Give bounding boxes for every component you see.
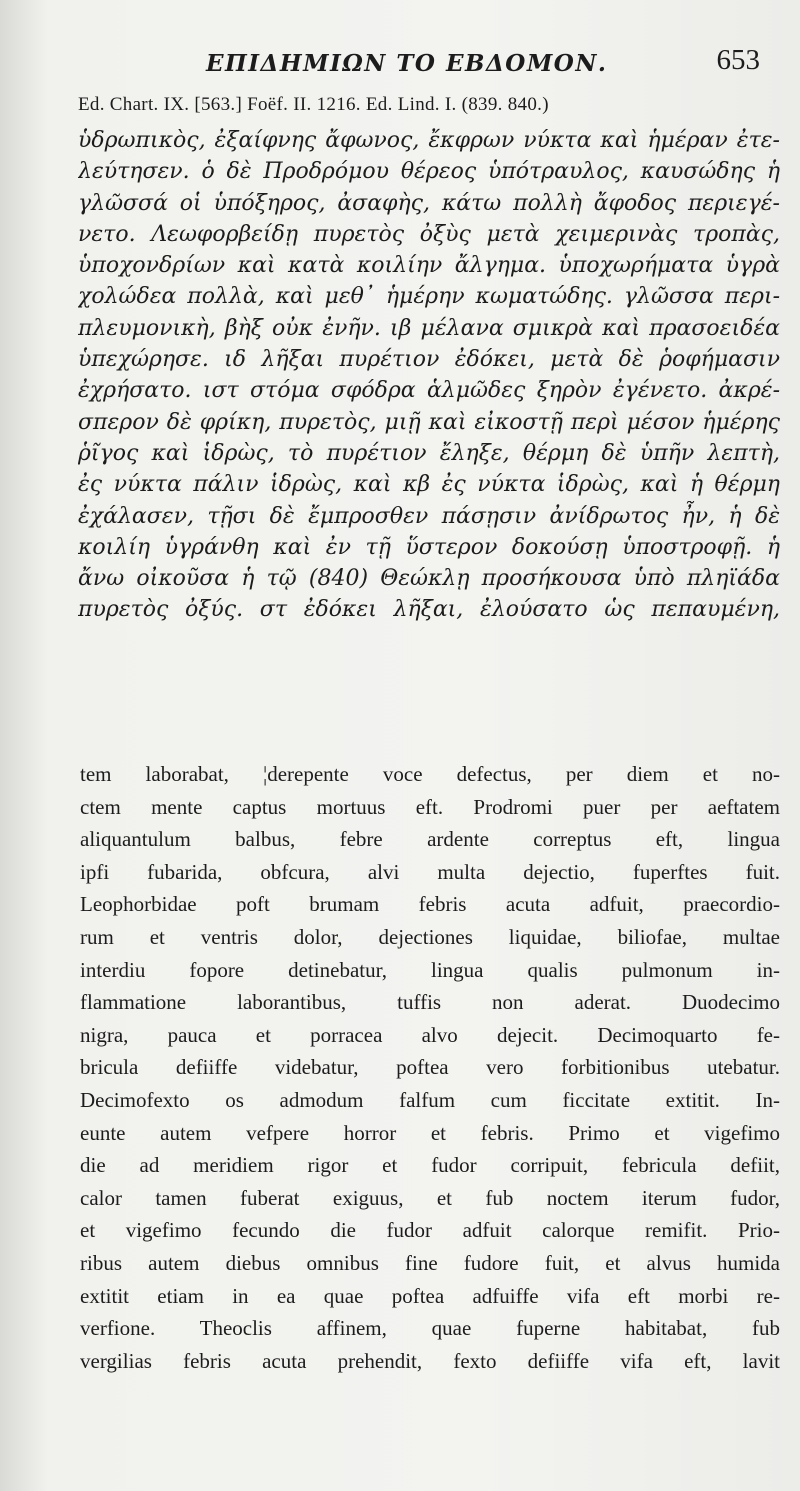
greek-line: ὑδρωπικὸς, ἐξαίφνης ἄφωνος, ἔκφρων νύκτα καὶ ἡμέραν ἐτε-: [78, 128, 780, 153]
latin-text-block: [80, 758, 780, 1377]
greek-line: ὑπεχώρησε. ιδ λῆξαι πυρέτιον ἐδόκει, μετὰ δὲ ῥοφήμασιν: [78, 347, 780, 373]
latin-line: calor tamen fuberat exiguus, et fub noctem iterum fudor,: [80, 1185, 780, 1210]
latin-line: vergilias febris acuta prehendit, fexto defiiffe vifa eft, lavit: [80, 1348, 780, 1373]
latin-line: interdiu fopore detinebatur, lingua qualis pulmonum in-: [80, 957, 780, 982]
latin-line: rum et ventris dolor, dejectiones liquidae, biliofae, multae: [80, 924, 780, 949]
latin-line: nigra, pauca et porracea alvo dejecit. Decimoquarto fe-: [80, 1022, 780, 1047]
edition-reference-line: Ed. Chart. IX. [563.] Foëf. II. 1216. Ed. Lind. I. (839. 840.): [78, 94, 549, 115]
greek-line: πυρετὸς ὀξύς. στ ἐδόκει λῆξαι, ἐλούσατο ὡς πεπαυμένη,: [78, 597, 780, 623]
latin-line: ipfi fubarida, obfcura, alvi multa dejectio, fuperftes fuit.: [80, 859, 780, 884]
greek-line: νετο. Λεωφορβείδῃ πυρετὸς ὀξὺς μετὰ χειμερινὰς τροπὰς,: [78, 221, 780, 247]
greek-line: σπερον δὲ φρίκη, πυρετὸς, μιῇ καὶ εἰκοστῇ περὶ μέσον ἡμέρης: [78, 409, 780, 435]
greek-text-block: [78, 125, 780, 626]
greek-line: κοιλίη ὑγράνθη καὶ ἐν τῇ ὕστερον δοκούσῃ ὑποστροφῇ. ἡ: [78, 534, 780, 560]
greek-line: ὑποχονδρίων καὶ κατὰ κοιλίην ἄλγημα. ὑποχωρήματα ὑγρὰ: [78, 253, 780, 279]
latin-line: bricula defiiffe videbatur, poftea vero forbitionibus utebatur.: [80, 1055, 780, 1080]
greek-line: ἄνω οἰκοῦσα ἡ τῷ (840) Θεώκλῃ προσήκουσα ὑπὸ πληϊάδα: [78, 566, 780, 592]
greek-line: πλευμονικὴ, βὴξ οὐκ ἐνῆν. ιβ μέλανα σμικρὰ καὶ πρασοειδέα: [78, 315, 780, 341]
greek-line: γλῶσσά οἱ ὑπόξηρος, ἀσαφὴς, κάτω πολλὴ ἄφοδος περιεγέ-: [78, 190, 780, 216]
latin-line: et vigefimo fecundo die fudor adfuit calorque remifit. Prio-: [80, 1218, 780, 1243]
latin-line: eunte autem vefpere horror et febris. Primo et vigefimo: [80, 1120, 780, 1145]
latin-line: ctem mente captus mortuus eft. Prodromi puer per aeftatem: [80, 794, 780, 819]
greek-line: ἐχρήσατο. ιστ στόμα σφόδρα ἁλμῶδες ξηρὸν ἐγένετο. ἀκρέ-: [78, 378, 780, 404]
latin-line: aliquantulum balbus, febre ardente correptus eft, lingua: [80, 827, 780, 852]
latin-line: ribus autem diebus omnibus fine fudore fuit, et alvus humida: [80, 1250, 780, 1275]
latin-line: flammatione laborantibus, tuffis non aderat. Duodecimo: [80, 990, 780, 1015]
latin-line: tem laborabat, ¦derepente voce defectus, per diem et no-: [80, 762, 780, 786]
greek-line: χολώδεα πολλὰ, καὶ μεθ᾽ ἡμέρην κωματώδης. γλῶσσα περι-: [78, 284, 780, 310]
greek-line: λεύτησεν. ὁ δὲ Προδρόμου θέρεος ὑπότραυλος, καυσώδης ἡ: [78, 159, 780, 185]
latin-line: Decimofexto os admodum falfum cum ficcitate extitit. In-: [80, 1087, 780, 1112]
latin-line: die ad meridiem rigor et fudor corripuit, febricula defiit,: [80, 1153, 780, 1178]
latin-line: Leophorbidae poft brumam febris acuta adfuit, praecordio-: [80, 892, 780, 917]
running-head: [70, 44, 778, 84]
greek-line: ῥῖγος καὶ ἱδρὼς, τὸ πυρέτιον ἔληξε, θέρμη δὲ ὑπῆν λεπτὴ,: [78, 440, 780, 466]
greek-line: ἐχάλασεν, τῇσι δὲ ἔμπροσθεν πάσῃσιν ἀνίδρωτος ἦν, ἡ δὲ: [78, 503, 780, 529]
page-number: 653: [716, 44, 760, 76]
latin-line: verfione. Theoclis affinem, quae fuperne habitabat, fub: [80, 1316, 780, 1341]
greek-line: ἐς νύκτα πάλιν ἱδρὼς, καὶ κβ ἐς νύκτα ἱδρὼς, καὶ ἡ θέρμη: [78, 472, 780, 498]
latin-line: extitit etiam in ea quae poftea adfuiffe vifa eft morbi re-: [80, 1283, 780, 1308]
running-title: ΕΠΙΔΗΜΙΩΝ ΤΟ ΕΒΔΟΜΟΝ.: [206, 50, 608, 77]
